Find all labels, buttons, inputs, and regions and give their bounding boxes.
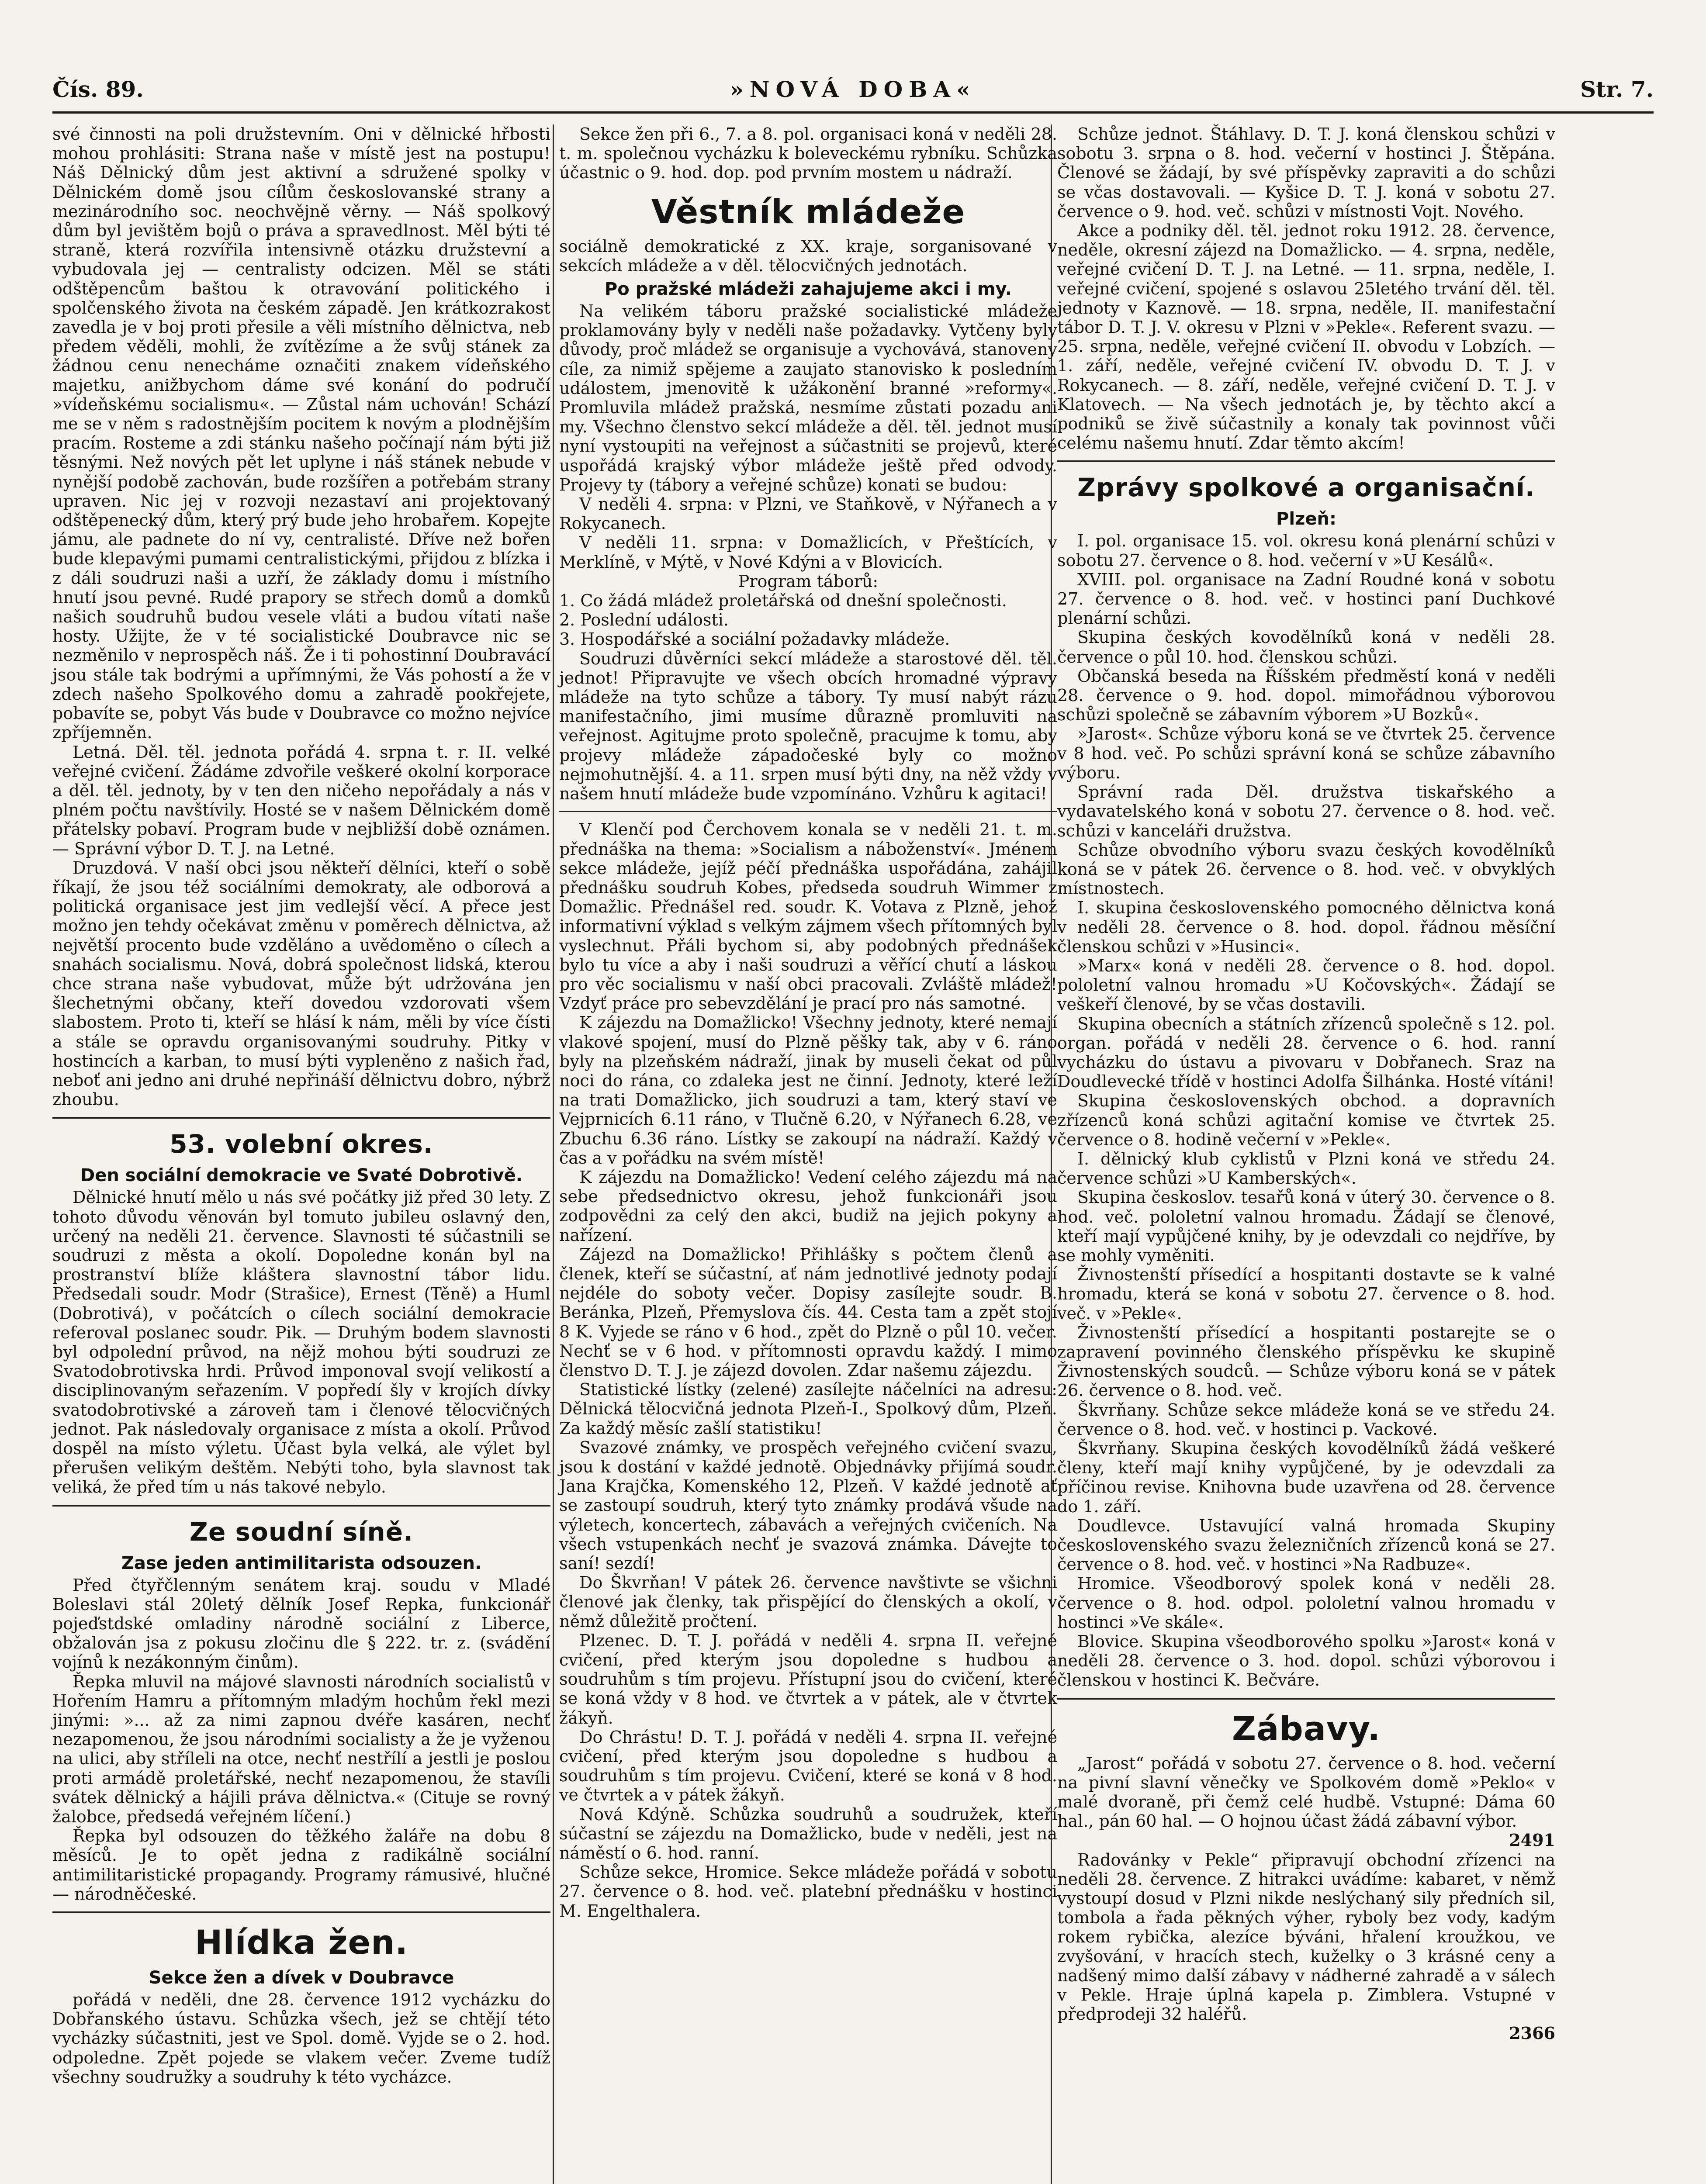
- program-item: 2. Poslední události.: [559, 610, 729, 630]
- article-text: Nová Kdýně. Schůzka soudruhů a soudružek, kteří súčastní se zájezdu na Domažlicko, bude v neděli, jest na náměstí o 6. hod. ranní.: [559, 1804, 1057, 1863]
- ad-number: 2366: [1509, 2023, 1555, 2043]
- article-subheading: Sekce žen a dívek v Doubravce: [149, 1968, 454, 1988]
- article-text: Statistické lístky (zelené) zasílejte náčelníci na adresu: Dělnická tělocvičná jednota Plzeň-I., Spolkový dům, Plzeň. Za každý měsíc zašlí statistiku!: [559, 1380, 1057, 1438]
- program-title: Program táborů:: [738, 571, 879, 591]
- article-text: Schůze obvodního výboru svazu českých kovodělníků koná se v pátek 26. července o 8. hod. več. v obvyklých místnostech.: [1057, 840, 1555, 898]
- article-text: »Jarost«. Schůze výboru koná se ve čtvrtek 25. července v 8 hod. več. Po schůzi správní koná se schůze zábavního výboru.: [1057, 724, 1555, 782]
- ad-number: 2491: [1509, 1830, 1555, 1850]
- article-text: Občanská beseda na Říšském předměstí koná v neděli 28. července o 9. hod. dopol. mimořádnou výborovou schůzi společně se zábavním výborem »U Bozků«.: [1057, 666, 1555, 725]
- article-text: pořádá v neděli, dne 28. července 1912 vycházku do Dobřanského ústavu. Schůzka všech, jež se chtějí této vycházky súčastniti, jest ve Spol. domě. Vyjde se o 2. hod. odpoledne. Zpět pojede se vlakem večer. Zveme tudíž všechny soudružky a soudruhy k této vycházce.: [52, 1990, 550, 2087]
- article-text: Správní rada Děl. družstva tiskařského a vydavatelského koná v sobotu 27. července o 8. hod. več. schůzi v kanceláři družstva.: [1057, 782, 1555, 840]
- section-heading: Zprávy spolkové a organisační.: [1077, 473, 1535, 503]
- article-text: sociálně demokratické z XX. kraje, sorganisované v sekcích mládeže a v děl. tělocvičných jednotách.: [559, 236, 1057, 275]
- program-list: [559, 591, 1057, 649]
- column-rule-1: [553, 124, 554, 2184]
- article-text: Radovánky v Pekle“ připravují obchodní zřízenci na neděli 28. července. Z hitrakci uvádíme: kabaret, v němž vystoupí dosud v Plzni nikde neslýchaný sily předních sil, tombola a řada pěkných výher, ryboly bez vody, kadým rokem rybička, alezíce býváni, hřalení kroužkou, ve zvyšování, v hracích stech, kuželky o 3 krásné ceny a nadšený mimo další zábavy v nádherné zahradě a v sálech v Pekle. Hraje úplná kapela p. Zimblera. Vstupné v předprodeji 32 haléřů.: [1057, 1850, 1555, 2024]
- section-heading: 53. volební okres.: [170, 1129, 433, 1159]
- article-text: Hromice. Všeodborový spolek koná v neděli 28. července o 8. hod. odpol. pololetní valnou hromadu v hostinci »Ve skále«.: [1057, 1574, 1555, 1632]
- newspaper-title: »NOVÁ DOBA«: [730, 76, 976, 102]
- page-number: Str. 7.: [1580, 76, 1654, 102]
- section-heading: Zábavy.: [1232, 1709, 1381, 1748]
- article-text: „Jarost“ pořádá v sobotu 27. července o 8. hod. večerní na pivní slavní věnečky ve Spolkovém domě »Peklo« v malé dvoraně, při čemž celé hudbě. Vstupné: Dáma 60 hal., pán 60 hal. — O hojnou účast žádá zábavní výbor.: [1057, 1753, 1555, 1831]
- article-text: Schůze jednot. Štáhlavy. D. T. J. koná členskou schůzi v sobotu 3. srpna o 8. hod. večerní v hostinci J. Štěpána. Členové se žádají, by své příspěvky zapraviti a do schůzi se včas dostavovali. — Kyšice D. T. J. koná v sobotu 27. července o 9. hod. več. schůzi v místnosti Vojt. Nového.: [1057, 124, 1555, 221]
- article-text: »Marx« koná v neděli 28. července o 8. hod. dopol. pololetní valnou hromadu »U Kočovských«. Žádají se veškeří členové, by se včas dostavili.: [1057, 956, 1555, 1014]
- article-text: Škvrňany. Skupina českých kovodělníků žádá veškeré členy, kteří mají knihy vypůjčené, by je odevzdali za příčinou revise. Knihovna bude uzavřena od 28. července do 1. září.: [1057, 1439, 1555, 1516]
- article-text: Řepka byl odsouzen do těžkého žaláře na dobu 8 měsíců. Je to opět jedna z radikálně sociální antimilitaristické propagandy. Programy rámusivé, hlučné — národněčeské.: [52, 1826, 550, 1904]
- section-divider: [52, 1505, 550, 1507]
- column-1: [52, 124, 550, 2087]
- article-text: Na velikém táboru pražské socialistické mládeže proklamovány byly v neděli naše požadavky. Vytčeny byly důvody, proč mládež se organisuje a vychovává, stanoveny cíle, za nimiž spějeme a zaujato stanovisko k posledním událostem, jmenovitě k užákonění branné »reformy«. Promluvila mládež pražská, nesmíme zůstati pozadu ani my. Všechno členstvo sekcí mládeže a děl. těl. jednot musí nyní vystoupiti na veřejnost a súčastniti se projevů, které uspořádá krajský výbor mládeže ještě před odvody. Projevy ty (tábory a veřejné schůze) konati se budou:: [559, 301, 1057, 494]
- article-text: Skupina českoslov. tesařů koná v úterý 30. července o 8. hod. več. pololetní valnou hromadu. Žádají se členové, kteří mají vypůjčené knihy, by je odevzdali co nejdříve, by se mohly vyměniti.: [1057, 1188, 1555, 1265]
- article-text: Skupina českých kovodělníků koná v neděli 28. července o půl 10. hod. členskou schůzi.: [1057, 628, 1555, 667]
- section-heading: Ze soudní síně.: [189, 1517, 414, 1547]
- section-heading: Věstník mládeže: [651, 192, 965, 231]
- article-text: Sekce žen při 6., 7. a 8. pol. organisaci koná v neděli 28. t. m. společnou vycházku k boleveckému rybníku. Schůzka účastnic o 9. hod. dop. pod prvním mostem u nádraží.: [559, 124, 1057, 183]
- article-text: V neděli 11. srpna: v Domažlicích, v Přeštících, v Merklíně, v Mýtě, v Nové Kdýni a v Blovicích.: [559, 533, 1057, 572]
- article-subheading: Zase jeden antimilitarista odsouzen.: [121, 1553, 482, 1573]
- article-text: Živnostenští přísedící a hospitanti dostavte se k valné hromadu, která se koná v sobotu 27. července o 8. hod. več. v »Pekle«.: [1057, 1265, 1555, 1323]
- article-text: Plzenec. D. T. J. pořádá v neděli 4. srpna II. veřejné cvičení, před kterým jsou dopoledne s hudbou a soudruhům s tím projevu. Přístupní jsou do cvičení, které se koná vždy v 8 hod. ve čtvrtek a v pátek, ale v čtvrtek žákyň.: [559, 1631, 1057, 1728]
- article-text: I. dělnický klub cyklistů v Plzni koná ve středu 24. července schůzi »U Kamberských«.: [1057, 1149, 1555, 1188]
- article-text: V neděli 4. srpna: v Plzni, ve Staňkově, v Nýřanech a v Rokycanech.: [559, 494, 1057, 533]
- article-text: Škvrňany. Schůze sekce mládeže koná se ve středu 24. července o 8. hod. več. v hostinci p. Vackové.: [1057, 1400, 1555, 1439]
- program-item: 1. Co žádá mládež proletářská od dnešní společnosti.: [559, 591, 1007, 611]
- article-text: Schůze sekce, Hromice. Sekce mládeže pořádá v sobotu 27. července o 8. hod. več. platební přednášku v hostinci M. Engelthalera.: [559, 1863, 1057, 1921]
- article-subheading: Po pražské mládeži zahajujeme akci i my.: [604, 279, 1012, 300]
- article-text: V Klenčí pod Čerchovem konala se v neděli 21. t. m. přednáška na thema: »Socialism a náboženství«. Jménem sekce mládeže, jejíž péčí přednáška uspořádána, zahájil přednášku soudruh Kobes, předseda soudruh Wimmer z Domažlic. Přednášel red. soudr. K. Votava z Plzně, jehož informativní výklad s velkým zájmem všech přítomných byl vyslechnut. Přáli bychom si, aby podobných přednášek bylo tu více a aby i naši soudruzi a věřící chutí a láskou pro věc socialismu v naší obci pracovali. Zvláště mládež! Vzdyť práce pro sebevzdělání je prací pro nás samotné.: [559, 820, 1057, 1013]
- article-text: K zájezdu na Domažlicko! Vedení celého zájezdu má na sebe předsednictvo okresu, jehož funkcionáři jsou zodpovědni za celý den akci, budiž na jejich pokyny a nařízení.: [559, 1167, 1057, 1245]
- section-divider: [52, 1117, 550, 1119]
- article-text: Živnostenští přísedící a hospitanti postarejte se o zapravení povinného členského příspěvku ke skupině Živnostenských soudců. — Schůze výboru koná se v pátek 26. července o 8. hod. več.: [1057, 1323, 1555, 1400]
- article-text: Svazové známky, ve prospěch veřejného cvičení svazu, jsou k dostání v každé jednotě. Objednávky přijímá soudr. Jana Krajčka, Komenského 12, Plzeň. V každé jednotě ať se zastoupí soudruh, který tyto známky prodává všude na výletech, koncertech, zábavách a veřejných cvičeních. Na všech vstupenkách nechť je svazová známka. Dávejte to saní! sezdí!: [559, 1438, 1057, 1573]
- article-text: Druzdová. V naší obci jsou někteří dělníci, kteří o sobě říkají, že jsou též sociálními demokraty, ale odborová a politická organisace jest jim vedlejší věcí. A přece jest možno jen tehdy očekávat změnu v poměrech dělnictva, až největší procento bude vzděláno a uvědoměno o cílech a snahách socialismu. Nová, dobrá společnost lidská, kterou chce strana naše vybudovat, může být udržována jen šlechetnými občany, kteří dovedou vzdorovati všem slabostem. Proto ti, kteří se hlásí k nám, měli by více čísti a stále se opravdu organisovanými soudruhy. Pitky v hostincích a karban, to musí býti vypleněno z našich řad, neboť ani jedno ani druhé nepřináší dělnictvu dobro, nýbrž zhoubu.: [52, 858, 550, 1109]
- article-text: Dělnické hnutí mělo u nás své počátky již před 30 lety. Z tohoto důvodu věnován byl tomuto jubileu oslavný den, určený na neděli 21. července. Slavnosti té súčastnili se soudruzi z města a okolí. Dopoledne konán byl na prostranství blíže klášterа slavnostní tábor lidu. Předsedali soudr. Modr (Strašice), Ernest (Těně) a Huml (Dobrotivá), v počátcích o cílech sociální demokracie referoval poslanec soudr. Pik. — Druhým bodem slavnosti byl odpolední průvod, na nějž mohou býti soudruzi ze Svatodobrotivska hrdi. Průvod imponoval svojí velikostí a disciplinovaným seřazením. V popředí šly v krojích dívky svatodobrotivské a zároveň tam i členové tělocvičných jednot. Pak následovaly organisace z místa a okolí. Průvod dospěl na místo výletu. Účast byla velká, ale výlet byl přerušen velikým deštěm. Nebýti toho, byla slavnost tak veliká, že před tím u nás takové nebylo.: [52, 1188, 550, 1497]
- column-2: [559, 124, 1057, 1921]
- issue-number: Čís. 89.: [52, 76, 144, 102]
- section-divider: [52, 1911, 550, 1913]
- article-text: I. skupina československého pomocného dělnictva koná v neděli 28. července o 8. hod. dopol. řádnou měsíční členskou schůzi v »Husinci«.: [1057, 898, 1555, 956]
- page-header: [52, 76, 1654, 111]
- article-text: Do Chrástu! D. T. J. pořádá v neděli 4. srpna II. veřejné cvičení, před kterým jsou dopoledne s hudbou a soudruhům s tím projevu. Cvičení, které se koná v 8 hod. ve čtvrtek a v pátek žákyň.: [559, 1727, 1057, 1805]
- article-text: Soudruzi důvěrníci sekcí mládeže a starostové děl. těl. jednot! Připravujte ve všech obcích hromadné výpravy mládeže na tyto schůze a tábory. Ty musí nabýt rázu manifestačního, jimi musíme důrazně promluviti na veřejnost. Agitujme proto společně, pracujme k tomu, aby projevy mládeže západočeské byly co možno nejmohutnější. 4. a 11. srpen musí býti dny, na něž vždy v našem hnutí mládeže bude vzpomínáno. Vzhůru k agitaci!: [559, 649, 1057, 804]
- article-text: Akce a podniky děl. těl. jednot roku 1912. 28. července, neděle, okresní zájezd na Domažlicko. — 4. srpna, neděle, veřejné cvičení D. T. J. na Letné. — 11. srpna, neděle, I. veřejné cvičení, spojené s oslavou 25letého trvání děl. těl. jednoty v Kaznově. — 18. srpna, neděle, II. manifestační tábor D. T. J. V. okresu v Plzni v »Pekle«. Referent svazu. — 25. srpna, neděle, veřejné cvičení II. obvodu v Lobzích. — 1. září, neděle, veřejné cvičení IV. obvodu D. T. J. v Rokycanech. — 8. září, neděle, veřejné cvičení D. T. J. v Klatovech. — Na všech jednotách je, by těchto akcí a podniků se živě súčastnily a konaly tak povinnost vůči celému našemu hnutí. Zdar těmto akcím!: [1057, 221, 1555, 453]
- city-subheading: Plzeň:: [1276, 509, 1336, 529]
- article-text: své činnosti na poli družstevním. Oni v dělnické hřbosti mohou prohlásiti: Strana naše v místě jest na postupu! Náš Dělnický dům jest aktivní a sdružené spolky v Dělnickém domě jsou cílům českoslovanské strany a mezinárodního soc. neochvějně věrny. — Náš spolkový dům byl jevištěm bojů o práva a spravedlnost. Měl býti té straně, která rozvířila intensivně otázku družstevní a vybudovala jej — centralisty odcizen. Měl se státi odštěpencům baštou k otravování politického i spolčenského života na českém západě. Jen krátkozrakost zavedla je v boj proti přesile a věli místního dělnictva, neb předem věděli, mohli, že zvítězíme a že svůj stánek za žádnou cenu nenecháme označiti znakem vídeňského majetku, anižbychom dáme své konání do područí »vídeňskému socialismu«. — Zůstal nám uchován! Schází me se v něm s radostnějším pocitem k novým a plodnějším pracím. Rosteme a zdi stánku našeho počínají nám býti již těsnými. Než nových pět let uplyne i náš stánek nebude v nynější podobě zachován, bude rozšířen a potřebám strany upraven. Nic jej v rozvoji nezastaví ani projektovaný odštěpenecký dům, který prý bude jeho hrobařem. Kopejte jámu, ale padnete do ní vy, centralisté. Dříve než bořen bude klepavými pumami centralistickými, přijdou z blízka i z dáli soudruzi naši a uzří, že základy domu i místního hnutí jsou pevné. Rudé prapory se střech domů a domků našich soudruhů budou vesele vláti a budou vítati naše hosty. Užijte, že v té socialistické Doubravce nic se nezměnilo v neprospěch náš. Že i ti pohostinní Doubravácí jsou stále tak bodrými a upřímnými, že Vás pohostí a že v zdech našeho Spolkového domu a zahradě pookřejete, pobavíte se, pobyt Vás bude v Doubravce co možno nejvíce zpříjemněn.: [52, 124, 550, 743]
- article-text: Řepka mluvil na májové slavnosti národních socialistů v Hořením Hamru a přítomným mladým hochům řekl mezi jinými: »... až za nimi zapnou dvéře kasáren, nechť nezapomenou, že jsou národními socialisty a že je vyženou na ulici, aby stříleli na otce, nechť nestřílí a jestli je poslou proti armádě proletářské, nechť nezapomenou, že stavíli svátek dělnický a hájili práva dělnictva.« (Cituje se rovný žalobce, předsedá veřejném líčení.): [52, 1672, 550, 1827]
- section-divider: [1057, 460, 1555, 462]
- article-text: Skupina československých obchod. a dopravních zřízenců koná schůzi agitační komise ve čtvrtek 25. července o 8. hodině večerní v »Pekle«.: [1057, 1091, 1555, 1149]
- column-3: [1057, 124, 1555, 2043]
- article-text: Skupina obecních a státních zřízenců společně s 12. pol. organ. pořádá v neděli 28. července o 6. hod. ranní vycházku do ústavu a pivovaru v Dobřanech. Sraz na Doudlevecké třídě v hostinci Adolfa Šilhánka. Hosté vítáni!: [1057, 1014, 1555, 1092]
- article-text: Do Škvrňan! V pátek 26. července navštivte se všichni členové jak členky, tak přispějící do členských a okolí, v němž důležitě pročtení.: [559, 1573, 1057, 1631]
- article-text: Letná. Děl. těl. jednota pořádá 4. srpna t. r. II. velké veřejné cvičení. Žádáme zdvořile veškeré okolní korporace a děl. těl. jednoty, by v ten den ničeho nepořádaly a nás v plném počtu navštívily. Hosté se v našem Dělnickém domě přátelsky pobaví. Program bude v nejbližší době oznámen. — Správní výbor D. T. J. na Letné.: [52, 742, 550, 858]
- article-text: Blovice. Skupina všeodborového spolku »Jarost« koná v neděli 28. července o 3. hod. dopol. schůzi výborovou i členskou v hostinci K. Bečváre.: [1057, 1632, 1555, 1690]
- article-text: XVIII. pol. organisace na Zadní Roudné koná v sobotu 27. července o 8. hod. več. v hostinci paní Duchkové plenární schůzi.: [1057, 570, 1555, 628]
- article-text: Doudlevce. Ustavující valná hromada Skupiny československého svazu železničních zřízenců koná se 27. července o 8. hod. več. v hostinci »Na Radbuze«.: [1057, 1516, 1555, 1574]
- article-text: Zájezd na Domažlicko! Přihlášky s počtem členů a členek, kteří se súčastní, ať nám jednotlivé jednoty podají nejdéle do soboty večer. Dopisy zasílejte soudr. B. Beránka, Plzeň, Přemyslova čís. 44. Cesta tam a zpět stojí 8 K. Vyjede se ráno v 6 hod., zpět do Plzně o půl 10. večer. Nechť se v 6 hod. v přítomnosti opravdu každý. I mimo členstvo D. T. J. je zájezd dovolen. Zdar našemu zájezdu.: [559, 1244, 1057, 1380]
- section-divider: [559, 811, 1057, 812]
- section-divider: [1057, 1698, 1555, 1700]
- article-text: I. pol. organisace 15. vol. okresu koná plenární schůzi v sobotu 27. července o 8. hod. večerní v »U Kesálů«.: [1057, 531, 1555, 570]
- header-rule: [52, 111, 1654, 114]
- article-text: Před čtyřčlenným senátem kraj. soudu v Mladé Boleslavi stál 20letý dělník Josef Repka, funkcionář pojeďstdské omladiny národně sociální z Liberce, obžalován jsa z pokusu zločinu dle § 222. tr. z. (svádění vojínů k nezákonným činům).: [52, 1575, 550, 1672]
- program-item: 3. Hospodářské a sociální požadavky mládeže.: [559, 629, 950, 649]
- article-text: K zájezdu na Domažlicko! Všechny jednoty, které nemají vlakové spojení, musí do Plzně pěšky tak, aby v 6. ráno byly na plzeňském nádraží, jinak by museli čekat od půl noci do rána, co zdaleka jest ne činní. Jednoty, které leží na trati Domažlicko, jich soudruzi a tam, který staví ve Vejprnicích 6.11 ráno, v Tlučně 6.20, v Nýřanech 6.28, ve Zbuchu 6.36 ráno. Lístky se zakoupí na nádraží. Každý v čas a v pořádku na svém místě!: [559, 1013, 1057, 1168]
- article-subheading: Den sociální demokracie ve Svaté Dobrotivě.: [80, 1165, 523, 1186]
- section-heading: Hlídka žen.: [194, 1923, 408, 1962]
